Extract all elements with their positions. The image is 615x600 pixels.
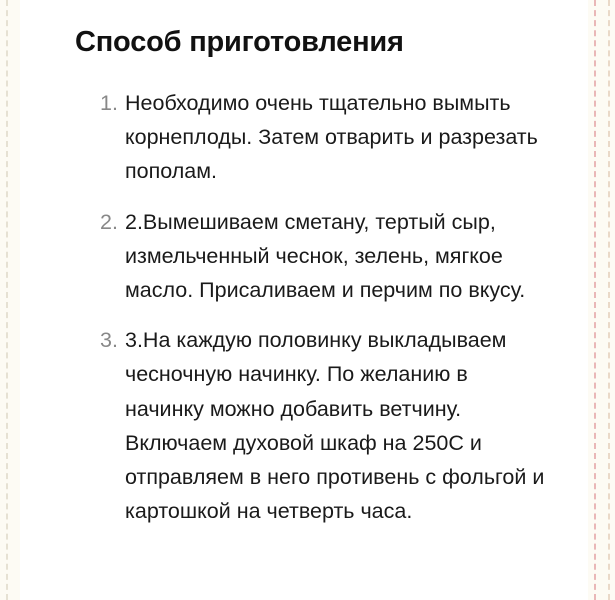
step-text: 3.На каждую половинку выкладываем чесночную начинку. По желанию в начинку можно добавить ветчину. Включаем духовой шкаф на 250С и отправляем в него противень с фольгой и картошкой на четверть часа. xyxy=(125,328,545,524)
step-item xyxy=(20,205,588,308)
step-item xyxy=(20,323,588,528)
step-text: Необходимо очень тщательно вымыть корнеплоды. Затем отварить и разрезать пополам. xyxy=(125,91,538,184)
right-outer-dashed-border xyxy=(608,0,610,600)
right-dashed-border xyxy=(594,0,596,600)
steps-list xyxy=(20,86,588,544)
left-dashed-border xyxy=(6,0,8,600)
recipe-card xyxy=(20,0,588,600)
step-number: 2. xyxy=(100,209,118,234)
step-number: 3. xyxy=(100,328,118,353)
step-number: 1. xyxy=(100,91,118,115)
step-item xyxy=(20,86,588,189)
step-text: 2.Вымешиваем сметану, тертый сыр, измельченный чеснок, зелень, мягкое масло. Присаливаем и перчим по вкусу. xyxy=(125,209,526,303)
section-heading: Способ приготовления xyxy=(75,26,404,58)
